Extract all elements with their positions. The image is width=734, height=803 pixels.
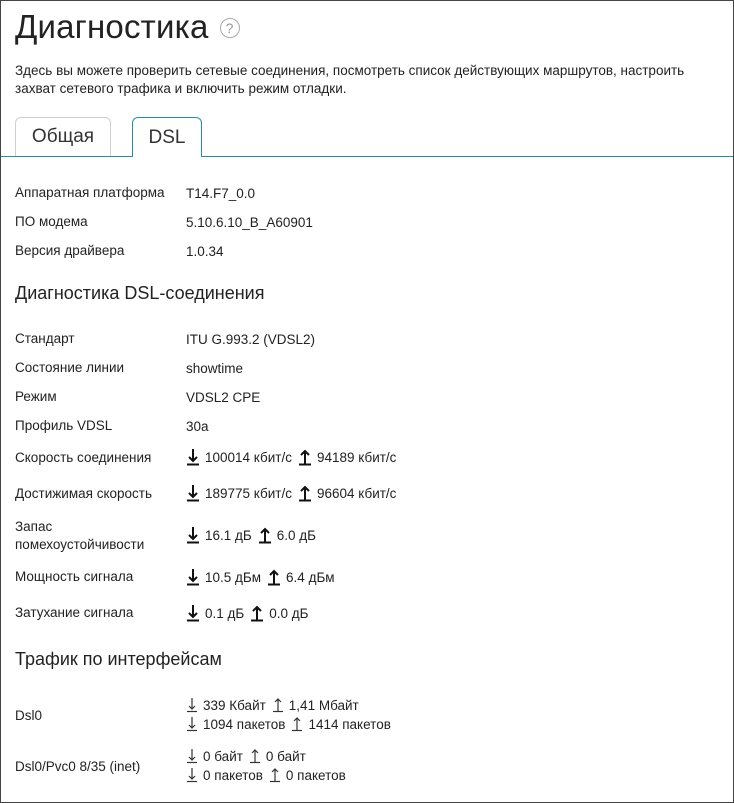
rx-packets-value: 0 пакетов: [203, 768, 263, 783]
power-values: [186, 568, 341, 586]
tab-dsl[interactable]: DSL: [132, 117, 202, 157]
rx-packets: [186, 716, 285, 734]
attenuation-label: Затухание сигнала: [15, 605, 134, 620]
tab-bar: [1, 117, 733, 157]
arrow-down-to-line-icon: [186, 604, 200, 622]
speed-down-value: 100014 кбит/с: [205, 449, 292, 465]
snr-up-value: 6.0 дБ: [276, 527, 317, 543]
arrow-down-to-line-icon: [186, 526, 200, 544]
tx-packets: [291, 716, 390, 734]
mode-value: VDSL2 CPE: [186, 389, 261, 405]
arrow-up-from-line-icon: [291, 716, 303, 734]
speed-label: Скорость соединения: [15, 450, 152, 465]
arrow-down-to-line-icon: [186, 697, 198, 715]
attainable-down-value: 189775 кбит/с: [205, 485, 292, 501]
arrow-down-to-line-icon: [186, 448, 200, 466]
line-state-value: showtime: [186, 360, 244, 376]
attainable-label: Достижимая скорость: [15, 486, 152, 501]
arrow-down-to-line-icon: [186, 568, 200, 586]
arrow-down-to-line-icon: [186, 748, 198, 766]
profile-label: Профиль VDSL: [15, 418, 113, 433]
interface-stats: [186, 696, 397, 734]
attenuation-down-value: 0.1 дБ: [205, 605, 245, 621]
tx-bytes: [272, 697, 359, 715]
page-description: Здесь вы можете проверить сетевые соединения, посмотреть список действующих маршрутов, настроить захват сетевого трафика и включить режим отладки.: [15, 63, 685, 96]
tx-bytes-value: 1,41 Мбайт: [288, 698, 359, 713]
bytes-line: [186, 747, 312, 766]
power-down: [186, 568, 261, 586]
arrow-down-to-line-icon: [186, 716, 198, 734]
power-up-value: 6.4 дБм: [286, 569, 335, 585]
arrow-up-from-line-icon: [298, 484, 312, 502]
bytes-line: [186, 696, 365, 715]
rx-packets-value: 1094 пакетов: [203, 717, 286, 732]
attenuation-down: [186, 604, 244, 622]
arrow-up-from-line-icon: [267, 568, 281, 586]
rx-bytes: [186, 748, 243, 766]
rx-bytes-value: 339 Кбайт: [203, 698, 266, 713]
dsl-diag-heading: Диагностика DSL-соединения: [15, 283, 265, 303]
tab-underline: [1, 156, 733, 157]
interface-name: Dsl0/Pvc0 8/35 (inet): [15, 759, 141, 774]
standard-value: ITU G.993.2 (VDSL2): [186, 331, 316, 347]
arrow-up-from-line-icon: [250, 604, 264, 622]
power-down-value: 10.5 дБм: [205, 569, 262, 585]
attenuation-up-value: 0.0 дБ: [269, 605, 309, 621]
snr-values: [186, 526, 322, 544]
tx-packets-value: 1414 пакетов: [308, 717, 391, 732]
arrow-up-from-line-icon: [269, 767, 281, 785]
tx-bytes-value: 0 байт: [265, 749, 306, 764]
arrow-up-from-line-icon: [249, 748, 261, 766]
help-icon[interactable]: ?: [220, 18, 240, 38]
interface-stats: [186, 747, 352, 785]
arrow-down-to-line-icon: [186, 767, 198, 785]
snr-up: [258, 526, 316, 544]
packets-line: [186, 715, 397, 734]
arrow-up-from-line-icon: [272, 697, 284, 715]
tx-bytes: [249, 748, 306, 766]
power-label: Мощность сигнала: [15, 569, 134, 584]
speed-values: [186, 448, 402, 466]
standard-label: Стандарт: [15, 331, 75, 346]
packets-line: [186, 766, 352, 785]
modem-sw-value: 5.10.6.10_B_A60901: [186, 214, 313, 230]
attainable-down: [186, 484, 292, 502]
driver-value: 1.0.34: [186, 243, 224, 259]
platform-label: Аппаратная платформа: [15, 185, 165, 200]
tx-packets: [269, 767, 346, 785]
platform-value: T14.F7_0.0: [186, 185, 256, 201]
attainable-up-value: 96604 кбит/с: [316, 485, 397, 501]
snr-label: Запас помехоустойчивости: [15, 519, 145, 552]
attenuation-values: [186, 604, 315, 622]
profile-value: 30a: [186, 418, 209, 434]
snr-down-value: 16.1 дБ: [205, 527, 252, 543]
speed-up: [298, 448, 396, 466]
tx-packets-value: 0 пакетов: [285, 768, 346, 783]
attainable-up: [298, 484, 396, 502]
rx-bytes-value: 0 байт: [203, 749, 243, 764]
speed-down: [186, 448, 292, 466]
arrow-up-from-line-icon: [258, 526, 272, 544]
title-row: [15, 7, 240, 47]
attenuation-up: [250, 604, 308, 622]
interface-name: Dsl0: [15, 708, 43, 723]
attainable-values: [186, 484, 402, 502]
mode-label: Режим: [15, 389, 57, 404]
rx-packets: [186, 767, 263, 785]
line-state-label: Состояние линии: [15, 360, 125, 375]
traffic-heading: Трафик по интерфейсам: [15, 649, 222, 669]
arrow-up-from-line-icon: [298, 448, 312, 466]
rx-bytes: [186, 697, 266, 715]
power-up: [267, 568, 335, 586]
driver-label: Версия драйвера: [15, 243, 125, 258]
tab-general[interactable]: Общая: [15, 117, 111, 156]
modem-sw-label: ПО модема: [15, 214, 88, 229]
page-title: Диагностика: [15, 8, 209, 45]
arrow-down-to-line-icon: [186, 484, 200, 502]
speed-up-value: 94189 кбит/с: [316, 449, 397, 465]
snr-down: [186, 526, 252, 544]
